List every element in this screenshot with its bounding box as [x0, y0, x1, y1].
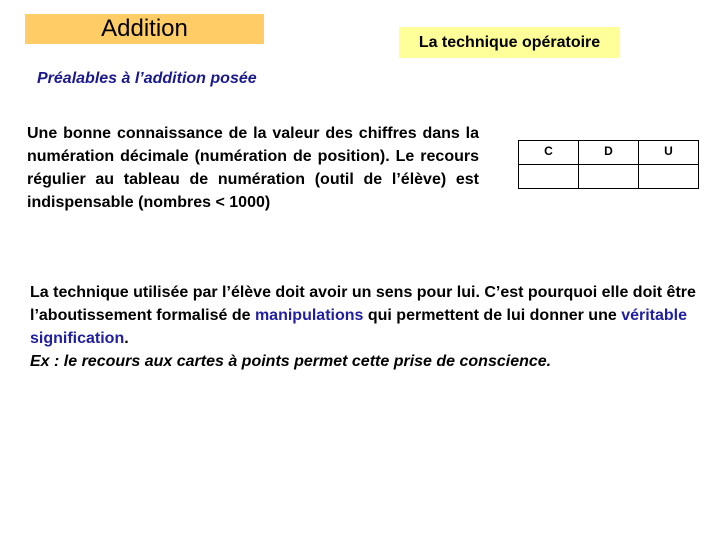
- highlight-signification: véritable signification: [30, 307, 688, 347]
- paragraph-text-part2: qui permettent de lui donner une: [363, 307, 622, 324]
- table-header-row: [519, 141, 699, 165]
- page-subtitle: La technique opératoire: [399, 27, 620, 58]
- prerequisite-paragraph: Une bonne connaissance de la valeur des chiffres dans la numération décimale (numération de position). Le recours régulier au tableau de numération (outil de l’élève) est indispensable (nombres < 1000): [27, 125, 479, 211]
- table-cell: [519, 165, 579, 189]
- page-title: Addition: [25, 14, 264, 44]
- table-header-hundreds: C: [519, 141, 579, 165]
- main-paragraph: [30, 281, 710, 373]
- paragraph-text-part1: La technique utilisée par l’élève doit avoir un sens pour lui. C’est pourquoi elle doit être l’aboutissement formalisé de: [30, 284, 696, 324]
- highlight-manipulations: manipulations: [254, 307, 364, 324]
- place-value-table: [518, 140, 699, 189]
- table-header-tens: D: [579, 141, 639, 165]
- section-heading: Préalables à l’addition posée: [37, 70, 257, 87]
- table-cell: [639, 165, 699, 189]
- table-cell: [579, 165, 639, 189]
- paragraph-text-part3: .: [124, 330, 129, 347]
- example-sentence: Ex : le recours aux cartes à points permet cette prise de conscience.: [30, 353, 552, 370]
- table-row: [519, 165, 699, 189]
- table-header-units: U: [639, 141, 699, 165]
